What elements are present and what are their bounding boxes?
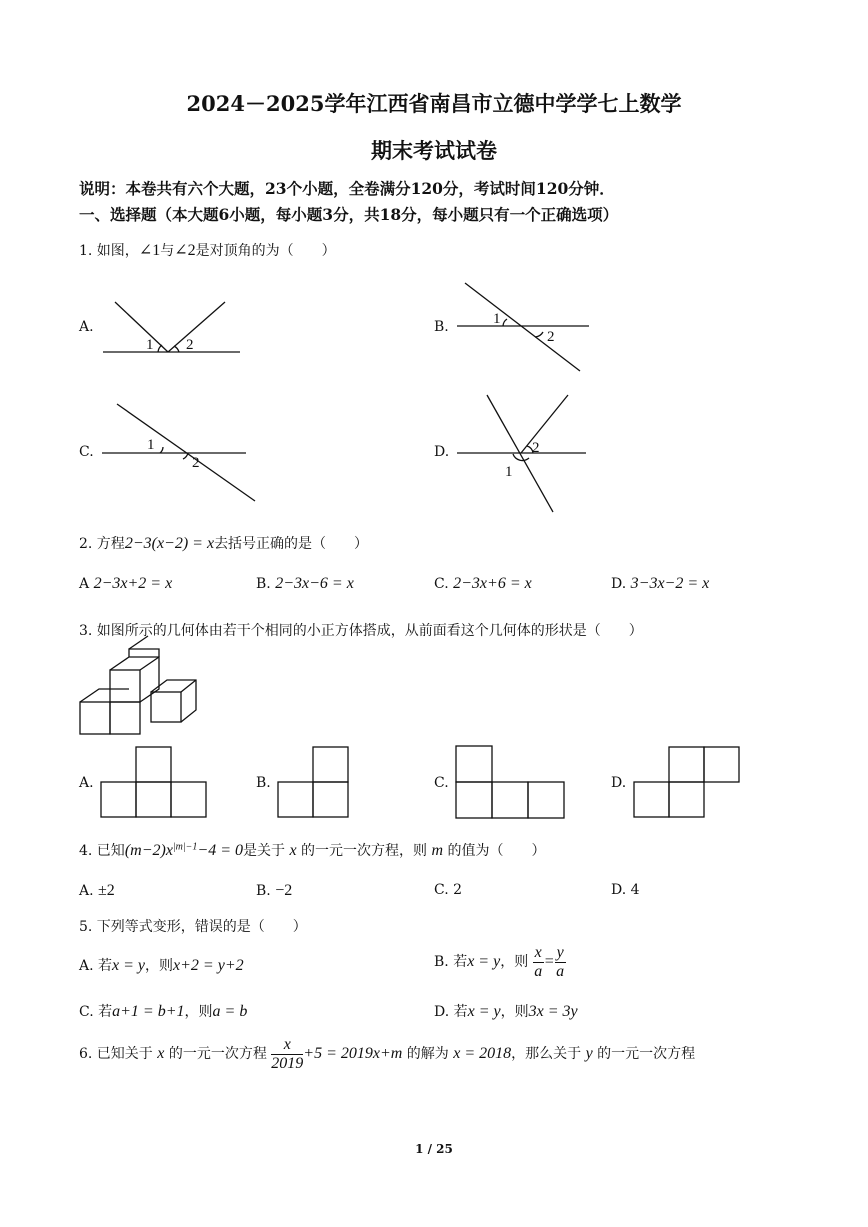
square [669,747,704,782]
q4-var-x: x [289,842,297,859]
option-if: 若 [453,954,468,971]
option-label: A. [79,958,94,974]
option-label: D. [611,882,627,898]
question-2-stem [79,533,368,553]
angle-2-label: 2 [547,329,555,345]
option-text: 2 [453,882,463,898]
q4-prefix: 4. 已知 [79,843,125,859]
page-number: 1 / 25 [415,1142,453,1156]
option-label: B. [256,883,271,899]
exam-note: 说明：本卷共有六个大题，23个小题，全卷满分120分，考试时间120分钟． [79,179,615,198]
option-label: D. [611,576,627,592]
square [313,782,348,817]
angle-arc [158,345,162,352]
title-line-1: 2024－2025学年江西省南昌市立德中学学七上数学 [186,91,682,116]
square [278,782,313,817]
q1-option-d-label[interactable]: D. [434,444,450,460]
option-condition: x = y [467,953,501,971]
q6-equation-rest: +5 = 2019x+m [303,1045,403,1063]
angle-1-label: 1 [493,311,501,327]
fraction-x-over-2019 [271,1036,303,1072]
option-then: ，则 [500,954,529,971]
q1-option-d-figure [455,394,590,514]
angle-1-label: 1 [147,437,155,453]
q2-option-d[interactable] [611,575,709,593]
square [704,747,739,782]
q4-mid: 是关于 [242,843,285,859]
option-label: D. [434,1004,450,1020]
option-label: B. [256,576,271,592]
q6-var-y: y [585,1045,593,1063]
option-then: ，则 [184,1004,213,1020]
angle-arc [174,346,179,352]
q4-option-b[interactable] [256,882,292,900]
option-label: C. [434,576,449,592]
q3-cube-solid-figure [79,648,199,736]
square [456,746,492,782]
q2-suffix: 去括号正确的是（ ） [214,536,369,552]
option-label: C. [434,882,449,898]
q4-var-m: m [431,842,444,859]
q1-prefix: 1. 如图， [79,243,139,259]
option-condition: a+1 = b+1 [112,1003,185,1020]
q4-equation-tail: −4 = 0 [197,842,243,859]
square [669,782,704,817]
option-if: 若 [98,958,113,974]
fraction-x-over-a [533,944,544,980]
angle-arc [535,332,543,337]
q6-prefix: 6. 已知关于 [79,1046,153,1063]
q2-option-a[interactable] [79,575,172,593]
angle-2-label: 2 [192,455,200,471]
square [492,782,528,818]
figure-line [465,283,580,371]
q4-equation: (m−2)x [124,842,173,859]
q3-option-c-label[interactable]: C. [434,775,449,791]
square [136,782,171,817]
option-label: B. [434,954,449,971]
square [171,782,206,817]
section-1-heading: 一、选择题（本大题6小题，每小题3分，共18分，每小题只有一个正确选项） [79,205,619,224]
angle-arc [183,453,188,459]
option-then: ，则 [500,1004,529,1020]
q6-mid3: ，那么关于 [511,1046,582,1063]
cube-edge [129,649,159,657]
q1-option-b-label[interactable]: B. [434,319,449,335]
cube-edge [151,680,196,722]
square [313,747,348,782]
q5-option-a[interactable] [79,955,244,975]
question-6-stem [79,1036,695,1072]
fraction-denominator: a [534,962,543,980]
square [528,782,564,818]
option-result: 3x = 3y [528,1003,578,1020]
cube-face [110,670,140,702]
q1-option-a-figure [100,298,245,356]
q6-mid2: 的解为 [406,1046,449,1063]
option-result: a = b [212,1003,248,1020]
q5-option-b[interactable] [434,944,566,980]
q6-suffix: 的一元一次方程 [597,1046,696,1063]
angle-2-label: 2 [532,440,540,456]
q4-option-a[interactable] [79,882,115,900]
q3-option-d-figure [633,747,743,819]
q1-option-c-label[interactable]: C. [79,444,94,460]
q1-suffix: 是对顶角的为（ ） [195,243,336,259]
q3-option-a-figure [100,747,208,819]
q4-suffix-a: 的一元一次方程，则 [301,843,427,859]
angle-1-symbol: ∠1 [138,242,161,259]
option-condition: x = y [112,957,146,974]
option-label: A [79,576,90,592]
option-condition: x = y [467,1003,501,1020]
q5-option-d[interactable] [434,1001,578,1021]
cube-top-edge [80,689,129,702]
cube-edge [140,657,159,670]
q3-option-b-figure [277,747,352,819]
square [634,782,669,817]
q4-suffix-b: 的值为（ ） [447,843,546,859]
q6-var-x: x [157,1045,165,1063]
q4-option-c[interactable] [434,882,462,898]
q2-prefix: 2. 方程 [79,536,125,552]
q6-mid1: 的一元一次方程 [168,1046,267,1063]
q4-option-d[interactable] [611,882,640,898]
option-text: 2−3x+6 = x [453,575,532,592]
question-1-stem [79,240,336,260]
option-if: 若 [98,1004,113,1020]
question-3-stem: 3. 如图所示的几何体由若干个相同的小正方体搭成，从前面看这个几何体的形状是（ ） [79,623,643,639]
option-text: 4 [630,882,640,898]
cube-face [80,702,110,734]
cube-face [151,692,181,722]
fraction-numerator: y [556,944,564,961]
q2-option-c[interactable] [434,575,532,593]
square [136,747,171,782]
fraction-denominator: 2019 [271,1054,304,1072]
option-label: C. [79,1004,94,1020]
option-text: 2−3x−6 = x [275,575,354,592]
q1-mid: 与 [160,243,175,259]
option-label: A. [79,883,94,899]
q1-option-c-figure [100,403,250,503]
title-line-2: 期末考试试卷 [371,138,497,163]
equals-sign: = [543,953,555,971]
angle-2-label: 2 [186,337,194,353]
option-text: 3−3x−2 = x [630,575,710,592]
fraction-y-over-a [555,944,566,980]
angle-arc [160,447,163,453]
option-text: −2 [275,882,293,899]
fraction-numerator: x [271,1036,303,1055]
q2-equation: 2−3(x−2) = x [124,535,215,552]
option-then: ，则 [145,958,174,974]
square [101,782,136,817]
angle-2-symbol: ∠2 [174,242,196,259]
square [456,782,492,818]
question-4-stem [79,840,545,860]
fraction-numerator: x [534,944,542,961]
angle-1-label: 1 [146,337,154,353]
question-5-stem: 5. 下列等式变形，错误的是（ ） [79,919,307,935]
q1-option-a-label[interactable]: A. [79,319,94,335]
figure-line [168,302,225,352]
cube-face [110,702,140,734]
angle-1-label: 1 [505,464,513,480]
angle-arc [503,319,507,326]
figure-line [521,395,568,453]
option-if: 若 [453,1004,468,1020]
option-result: x+2 = y+2 [173,957,244,974]
figure-line [115,302,168,352]
option-text: 2−3x+2 = x [93,575,173,592]
q3-option-a-label[interactable]: A. [79,775,94,791]
q3-option-d-label[interactable]: D. [611,775,627,791]
q6-solution: x = 2018 [453,1045,512,1063]
q4-exponent: |m|−1 [172,841,198,853]
q3-option-c-figure [455,746,567,820]
q5-option-c[interactable] [79,1001,247,1021]
option-text: ±2 [98,882,115,899]
fraction-denominator: a [556,962,565,980]
q1-option-b-figure [455,282,595,374]
q2-option-b[interactable] [256,575,354,593]
q3-option-b-label[interactable]: B. [256,775,271,791]
cube-edge [181,680,196,692]
